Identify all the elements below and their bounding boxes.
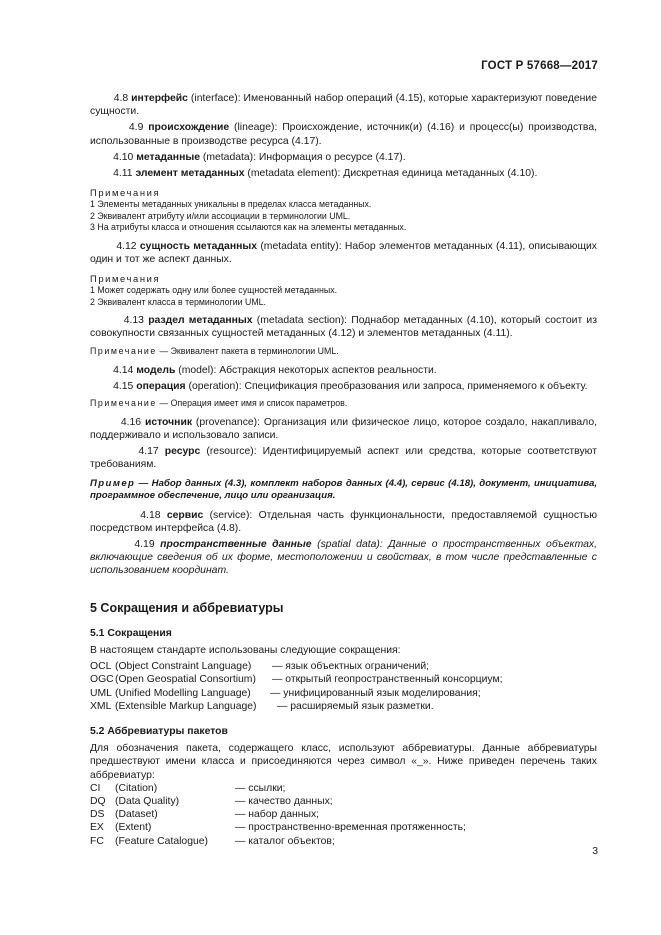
- term-name: происхождение: [148, 122, 230, 134]
- term-definition: (operation): Спецификация преобразования или запроса, применяемого к объекту.: [185, 381, 588, 393]
- abbr-desc: — расширяемый язык разметки.: [277, 700, 434, 712]
- abbr-full: (Citation): [115, 782, 158, 794]
- term-4-12: [90, 240, 597, 266]
- note-item: 2 Эквивалент класса в терминологии UML.: [90, 296, 266, 307]
- section-5-title: 5 Сокращения и аббревиатуры: [90, 600, 284, 615]
- example-label: Пример: [90, 477, 136, 489]
- term-number: 4.14: [113, 364, 134, 376]
- term-number: 4.12: [116, 240, 137, 252]
- example-4-17: [90, 478, 597, 503]
- note-label: Примечание: [90, 398, 157, 409]
- term-name: сервис: [166, 509, 204, 521]
- note-item: 1 Элементы метаданных уникальны в пределах класса метаданных.: [90, 199, 372, 210]
- note-text: — Эквивалент пакета в терминологии UML.: [156, 346, 339, 357]
- package-abbreviation-row: [90, 835, 597, 848]
- abbr-desc: — каталог объектов;: [235, 835, 335, 847]
- abbr-full: (Object Constraint Language): [115, 661, 252, 673]
- term-name: пространственные данные: [160, 538, 312, 550]
- term-4-9: [90, 121, 597, 147]
- package-abbreviation-row: [90, 808, 597, 821]
- abbr-full: (Open Geospatial Consortium): [115, 674, 256, 686]
- term-number: 4.8: [113, 93, 129, 104]
- term-number: 4.11: [113, 168, 133, 180]
- term-4-18: [90, 509, 597, 535]
- abbr-full: (Extent): [115, 822, 152, 834]
- abbr-desc: — ссылки;: [235, 782, 286, 794]
- abbr-code: DS: [90, 809, 105, 821]
- abbr-code: OGC: [90, 674, 114, 686]
- term-name: раздел метаданных: [148, 315, 253, 327]
- package-abbreviation-row: [90, 795, 597, 808]
- abbr-desc: — открытый геопространственный консорциум;: [272, 674, 503, 686]
- abbr-desc: — пространственно-временная протяженность;: [235, 822, 466, 834]
- term-number: 4.10: [113, 151, 134, 163]
- package-abbreviation-row: [90, 821, 597, 834]
- notes-heading: Примечания: [90, 187, 161, 199]
- term-name: модель: [136, 364, 176, 376]
- term-definition: (spatial data): Данные о пространственных объектах, включающие сведения об их форме, местоположении и свойствах, в том числе представленные с использованием координат.: [90, 538, 597, 577]
- abbr-code: FC: [90, 835, 104, 847]
- abbreviation-row: [90, 660, 597, 673]
- abbr-desc: — набор данных;: [235, 809, 320, 821]
- standard-header: ГОСТ Р 57668—2017: [481, 60, 598, 72]
- abbr-full: (Data Quality): [115, 795, 180, 807]
- package-abbreviations-list: [90, 782, 597, 848]
- term-name: интерфейс: [131, 93, 188, 104]
- abbr-full: (Unified Modelling Language): [115, 687, 251, 699]
- note-text: — Операция имеет имя и список параметров.: [156, 398, 348, 409]
- term-number: 4.13: [123, 315, 144, 327]
- term-4-8: [90, 92, 597, 118]
- abbr-desc: — язык объектных ограничений;: [272, 661, 430, 673]
- abbr-full: (Extensible Markup Language): [115, 700, 257, 712]
- notes-heading: Примечания: [90, 273, 161, 285]
- term-name: элемент метаданных: [135, 168, 245, 180]
- note-label: Примечание: [90, 346, 157, 357]
- term-name: метаданные: [136, 151, 201, 163]
- abbr-code: CI: [90, 782, 101, 794]
- term-4-14: [90, 364, 597, 377]
- page-number: 3: [592, 846, 598, 857]
- subsection-5-2-title: 5.2 Аббревиатуры пакетов: [90, 725, 228, 737]
- term-number: 4.18: [140, 509, 161, 521]
- abbreviation-row: [90, 687, 597, 700]
- abbr-code: DQ: [90, 795, 106, 807]
- term-definition: (metadata): Информация о ресурсе (4.17).: [200, 151, 406, 163]
- term-definition: (metadata section): Поднабор метаданных (4.10), который состоит из совокупности связанных сущностей метаданных (4.12) и элементов метаданных (4.11).: [90, 315, 597, 340]
- abbr-desc: — унифицированный язык моделирования;: [270, 687, 481, 699]
- term-definition: (provenance): Организация или физическое лицо, которое создало, накапливало, поддерживало и использовало записи.: [90, 416, 597, 441]
- abbr-code: EX: [90, 822, 104, 834]
- term-definition: (interface): Именованный набор операций (4.15), которые характеризуют поведение сущности.: [90, 93, 597, 118]
- abbreviation-row: [90, 673, 597, 686]
- abbr-desc: — качество данных;: [235, 795, 333, 807]
- abbr-full: (Dataset): [115, 809, 158, 821]
- abbr-code: OCL: [90, 661, 112, 673]
- term-definition: (resource): Идентифицируемый аспект или средства, которые соответствуют требованиям.: [90, 446, 597, 471]
- page-content: [90, 92, 597, 848]
- term-name: ресурс: [164, 446, 201, 458]
- note-4-13: [90, 346, 597, 357]
- term-definition: (lineage): Происхождение, источник(и) (4.16) и процесс(ы) производства, использованные в производстве ресурса (4.17).: [90, 122, 598, 147]
- note-item: 2 Эквивалент атрибуту и/или ассоциации в терминологии UML.: [90, 210, 351, 221]
- term-name: источник: [144, 416, 193, 428]
- term-number: 4.16: [120, 416, 142, 428]
- term-4-13: [90, 314, 597, 340]
- term-definition: (metadata entity): Набор элементов метаданных (4.11), описывающих один и тот же аспект данных.: [90, 240, 597, 265]
- term-number: 4.15: [113, 381, 134, 393]
- term-definition: (metadata element): Дискретная единица метаданных (4.10).: [244, 168, 538, 180]
- term-4-19: [90, 538, 597, 578]
- abbr-code: UML: [90, 687, 112, 699]
- package-abbreviations-intro: Для обозначения пакета, содержащего класс, используют аббревиатуры. Данные аббревиатуры предшествуют имени класса и присоединяются через символ «_». Ниже приведен перечень таких аббревиатур:: [90, 743, 597, 781]
- abbreviation-row: [90, 700, 597, 713]
- note-item: 1 Может содержать одну или более сущностей метаданных.: [90, 285, 338, 296]
- term-definition: (model): Абстракция некоторых аспектов реальности.: [175, 364, 437, 376]
- term-4-15: [90, 380, 597, 393]
- abbr-full: (Feature Catalogue): [115, 835, 208, 847]
- term-4-17: [90, 445, 597, 471]
- term-definition: (service): Отдельная часть функциональности, предоставляемой сущностью посредством интерфейса (4.8).: [90, 509, 597, 534]
- term-number: 4.19: [134, 538, 155, 550]
- subsection-5-1-title: 5.1 Сокращения: [90, 627, 172, 639]
- term-4-10: [90, 151, 597, 164]
- term-4-11: [90, 167, 597, 180]
- abbr-code: XML: [90, 700, 112, 712]
- abbreviations-list: [90, 660, 597, 713]
- term-number: 4.17: [138, 446, 159, 458]
- term-number: 4.9: [128, 122, 144, 134]
- package-abbreviation-row: [90, 782, 597, 795]
- term-name: сущность метаданных: [139, 240, 258, 252]
- abbreviations-intro: В настоящем стандарте использованы следующие сокращения:: [90, 644, 401, 656]
- note-4-15: [90, 398, 597, 409]
- example-text: — Набор данных (4.3), комплект наборов данных (4.4), сервис (4.18), документ, инициатива, программное обеспечение, лицо или организация.: [90, 477, 597, 501]
- term-name: операция: [136, 381, 186, 393]
- note-item: 3 На атрибуты класса и отношения ссылаются как на элементы метаданных.: [90, 222, 407, 233]
- term-4-16: [90, 416, 597, 442]
